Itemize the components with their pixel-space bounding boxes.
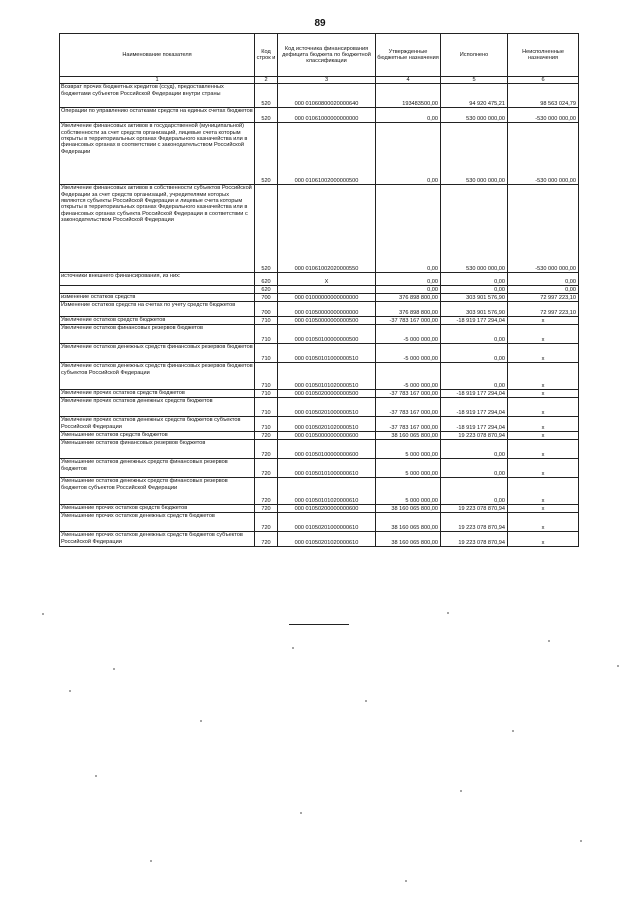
row-unexecuted-amount: 72 997 223,10 xyxy=(508,302,579,317)
row-approved-amount: -5 000 000,00 xyxy=(376,344,441,363)
row-source-code: 000 01050100000000500 xyxy=(278,325,376,344)
column-number: 4 xyxy=(376,77,441,84)
row-source-code: 000 01050201020000510 xyxy=(278,417,376,432)
row-line-code: 520 xyxy=(255,108,278,123)
row-indicator-name: Уменьшение остатков денежных средств финансовых резервов бюджетов xyxy=(60,459,255,478)
row-unexecuted-amount: -530 000 000,00 xyxy=(508,185,579,273)
row-approved-amount: 38 160 065 800,00 xyxy=(376,505,441,513)
row-unexecuted-amount: х xyxy=(508,532,579,547)
row-source-code: 000 01060800020000640 xyxy=(278,84,376,108)
row-indicator-name: Уменьшение остатков денежных средств финансовых резервов бюджетов субъектов Российской Федерации xyxy=(60,478,255,505)
row-source-code: 000 01050201020000610 xyxy=(278,532,376,547)
row-unexecuted-amount: х xyxy=(508,478,579,505)
table-row xyxy=(60,185,579,273)
table-row xyxy=(60,513,579,532)
row-executed-amount: -18 919 177 294,04 xyxy=(441,390,508,398)
row-indicator-name: Увеличение прочих остатков средств бюджетов xyxy=(60,390,255,398)
row-line-code: 720 xyxy=(255,440,278,459)
row-approved-amount: 5 000 000,00 xyxy=(376,440,441,459)
row-approved-amount: 38 160 065 800,00 xyxy=(376,513,441,532)
scan-speck xyxy=(617,665,619,667)
table-row xyxy=(60,505,579,513)
row-approved-amount: 0,00 xyxy=(376,123,441,185)
row-indicator-name: Увеличение остатков денежных средств финансовых резервов бюджетов субъектов Российской Федерации xyxy=(60,363,255,390)
row-line-code: 720 xyxy=(255,532,278,547)
row-source-code: 000 01050000000000000 xyxy=(278,302,376,317)
row-approved-amount: 0,00 xyxy=(376,108,441,123)
row-executed-amount: 530 000 000,00 xyxy=(441,185,508,273)
table-row xyxy=(60,398,579,417)
row-unexecuted-amount: х xyxy=(508,440,579,459)
row-unexecuted-amount: -530 000 000,00 xyxy=(508,123,579,185)
row-source-code: 000 01050201000000510 xyxy=(278,398,376,417)
row-approved-amount: 376 898 800,00 xyxy=(376,302,441,317)
row-unexecuted-amount: 0,00 xyxy=(508,273,579,286)
row-approved-amount: 0,00 xyxy=(376,185,441,273)
row-executed-amount: 0,00 xyxy=(441,286,508,294)
row-executed-amount: 19 223 078 870,94 xyxy=(441,532,508,547)
row-indicator-name: Уменьшение прочих остатков средств бюджетов xyxy=(60,505,255,513)
row-line-code: 720 xyxy=(255,432,278,440)
scan-speck xyxy=(405,880,407,882)
row-unexecuted-amount: х xyxy=(508,398,579,417)
header-line-code: Код строк и xyxy=(255,34,278,77)
row-unexecuted-amount: -530 000 000,00 xyxy=(508,108,579,123)
scan-speck xyxy=(580,840,582,842)
row-indicator-name: Увеличение прочих остатков денежных средств бюджетов субъектов Российской Федерации xyxy=(60,417,255,432)
row-line-code: 700 xyxy=(255,302,278,317)
column-number-row xyxy=(60,77,579,84)
row-indicator-name: Уменьшение прочих остатков денежных средств бюджетов субъектов Российской Федерации xyxy=(60,532,255,547)
page-number: 89 xyxy=(314,18,326,29)
row-source-code: 000 01050201000000610 xyxy=(278,513,376,532)
row-executed-amount: 303 901 576,90 xyxy=(441,294,508,302)
row-unexecuted-amount: 72 997 223,10 xyxy=(508,294,579,302)
column-number: 6 xyxy=(508,77,579,84)
row-indicator-name: Уменьшение остатков финансовых резервов бюджетов xyxy=(60,440,255,459)
row-source-code: 000 01061002000000500 xyxy=(278,123,376,185)
table-row xyxy=(60,390,579,398)
row-indicator-name: изменение остатков средств xyxy=(60,294,255,302)
scan-speck xyxy=(447,612,449,614)
row-executed-amount: 0,00 xyxy=(441,440,508,459)
row-executed-amount: 530 000 000,00 xyxy=(441,108,508,123)
row-approved-amount: 193483500,00 xyxy=(376,84,441,108)
row-indicator-name: Возврат прочих бюджетных кредитов (ссуд), предоставленных бюджетами субъектов Российской Федерации внутри страны xyxy=(60,84,255,108)
row-executed-amount: 0,00 xyxy=(441,325,508,344)
row-source-code: 000 01050100000000600 xyxy=(278,440,376,459)
financing-sources-table xyxy=(59,33,579,547)
row-executed-amount: 0,00 xyxy=(441,478,508,505)
column-number: 1 xyxy=(60,77,255,84)
row-approved-amount: -37 783 167 000,00 xyxy=(376,417,441,432)
column-number: 5 xyxy=(441,77,508,84)
row-approved-amount: 376 898 800,00 xyxy=(376,294,441,302)
row-approved-amount: -5 000 000,00 xyxy=(376,325,441,344)
row-indicator-name: Операции по управлению остатками средств на единых счетах бюджетов xyxy=(60,108,255,123)
table-row xyxy=(60,108,579,123)
row-source-code: 000 01000000000000000 xyxy=(278,294,376,302)
row-indicator-name xyxy=(60,286,255,294)
row-indicator-name: Увеличение остатков средств бюджетов xyxy=(60,317,255,325)
row-unexecuted-amount: 0,00 xyxy=(508,286,579,294)
table-row xyxy=(60,273,579,286)
row-executed-amount: 530 000 000,00 xyxy=(441,123,508,185)
row-executed-amount: 0,00 xyxy=(441,459,508,478)
row-approved-amount: 0,00 xyxy=(376,273,441,286)
row-unexecuted-amount: 98 563 024,79 xyxy=(508,84,579,108)
row-approved-amount: -37 783 167 000,00 xyxy=(376,317,441,325)
row-source-code: 000 01050200000000500 xyxy=(278,390,376,398)
row-line-code: 520 xyxy=(255,123,278,185)
header-executed: Исполнено xyxy=(441,34,508,77)
scan-speck xyxy=(300,812,302,814)
row-line-code: 620 xyxy=(255,286,278,294)
row-unexecuted-amount: х xyxy=(508,363,579,390)
table-row xyxy=(60,459,579,478)
header-source-code: Код источника финансирования дефицита бюджета по бюджетной классификации xyxy=(278,34,376,77)
column-number: 2 xyxy=(255,77,278,84)
table-row xyxy=(60,363,579,390)
row-executed-amount: 0,00 xyxy=(441,363,508,390)
table-row xyxy=(60,478,579,505)
table-row xyxy=(60,286,579,294)
row-unexecuted-amount: х xyxy=(508,513,579,532)
row-source-code: 000 01050101000000610 xyxy=(278,459,376,478)
row-approved-amount: 38 160 065 800,00 xyxy=(376,532,441,547)
row-indicator-name: Уменьшение прочих остатков денежных средств бюджетов xyxy=(60,513,255,532)
row-indicator-name: Увеличение остатков финансовых резервов бюджетов xyxy=(60,325,255,344)
column-number: 3 xyxy=(278,77,376,84)
row-executed-amount: 303 901 576,90 xyxy=(441,302,508,317)
row-executed-amount: -18 919 177 294,04 xyxy=(441,317,508,325)
scan-speck xyxy=(113,668,115,670)
row-approved-amount: 5 000 000,00 xyxy=(376,459,441,478)
row-line-code: 720 xyxy=(255,505,278,513)
row-line-code: 700 xyxy=(255,294,278,302)
scan-speck xyxy=(200,720,202,722)
table-body xyxy=(60,84,579,547)
row-line-code: 520 xyxy=(255,84,278,108)
row-executed-amount: 94 920 475,21 xyxy=(441,84,508,108)
row-indicator-name: источники внешнего финансирования, из них: xyxy=(60,273,255,286)
table-row xyxy=(60,317,579,325)
row-source-code: 000 01061000000000000 xyxy=(278,108,376,123)
row-indicator-name: Увеличение финансовых активов в собственности субъектов Российской Федерации за счет средств организаций, учредителями которых являются субъекты Российской Федерации и лицевые счета которым открыты в территориальных органах Федерального казначейства или в финансовых органах субъекта Российской Федерации в соответствии с законодательством Российской Федерации xyxy=(60,185,255,273)
row-line-code: 720 xyxy=(255,513,278,532)
table-row xyxy=(60,432,579,440)
table-row xyxy=(60,440,579,459)
row-executed-amount: 19 223 078 870,94 xyxy=(441,505,508,513)
row-indicator-name: Уменьшение остатков средств бюджетов xyxy=(60,432,255,440)
row-source-code: Х xyxy=(278,273,376,286)
row-executed-amount: 0,00 xyxy=(441,273,508,286)
header-unexecuted: Неисполненные назначения xyxy=(508,34,579,77)
row-unexecuted-amount: х xyxy=(508,325,579,344)
row-unexecuted-amount: х xyxy=(508,505,579,513)
row-executed-amount: 0,00 xyxy=(441,344,508,363)
row-line-code: 710 xyxy=(255,344,278,363)
row-line-code: 710 xyxy=(255,398,278,417)
row-line-code: 720 xyxy=(255,478,278,505)
header-indicator-name: Наименование показателя xyxy=(60,34,255,77)
row-unexecuted-amount: х xyxy=(508,344,579,363)
table-row xyxy=(60,417,579,432)
table-row xyxy=(60,302,579,317)
row-source-code: 000 01050101020000510 xyxy=(278,363,376,390)
row-line-code: 710 xyxy=(255,325,278,344)
table-row xyxy=(60,344,579,363)
scan-speck xyxy=(42,613,44,615)
row-source-code xyxy=(278,286,376,294)
row-unexecuted-amount: х xyxy=(508,390,579,398)
row-line-code: 710 xyxy=(255,317,278,325)
row-line-code: 620 xyxy=(255,273,278,286)
row-source-code: 000 01050200000000600 xyxy=(278,505,376,513)
row-approved-amount: -37 783 167 000,00 xyxy=(376,398,441,417)
row-unexecuted-amount: х xyxy=(508,432,579,440)
row-indicator-name: Увеличение финансовых активов в государственной (муниципальной) собственности за счет средств организаций, лицевые счета которым открыты в территориальных органах Федерального казначейства или в финансовых органах в соответствии с законодательством Российской Федерации xyxy=(60,123,255,185)
table-row xyxy=(60,532,579,547)
row-line-code: 520 xyxy=(255,185,278,273)
end-of-section-divider xyxy=(289,624,349,625)
row-approved-amount: 0,00 xyxy=(376,286,441,294)
row-unexecuted-amount: х xyxy=(508,459,579,478)
row-executed-amount: -18 919 177 294,04 xyxy=(441,417,508,432)
row-line-code: 720 xyxy=(255,459,278,478)
row-approved-amount: -37 783 167 000,00 xyxy=(376,390,441,398)
row-approved-amount: -5 000 000,00 xyxy=(376,363,441,390)
row-approved-amount: 5 000 000,00 xyxy=(376,478,441,505)
scan-speck xyxy=(460,790,462,792)
row-indicator-name: Увеличение прочих остатков денежных средств бюджетов xyxy=(60,398,255,417)
scan-speck xyxy=(95,775,97,777)
scan-speck xyxy=(69,690,71,692)
scan-speck xyxy=(548,640,550,642)
row-executed-amount: 19 223 078 870,94 xyxy=(441,432,508,440)
table-row xyxy=(60,325,579,344)
row-unexecuted-amount: х xyxy=(508,317,579,325)
row-indicator-name: Увеличение остатков денежных средств финансовых резервов бюджетов xyxy=(60,344,255,363)
row-executed-amount: -18 919 177 294,04 xyxy=(441,398,508,417)
row-unexecuted-amount: х xyxy=(508,417,579,432)
row-indicator-name: Изменение остатков средств на счетах по учету средств бюджетов xyxy=(60,302,255,317)
row-line-code: 710 xyxy=(255,417,278,432)
row-line-code: 710 xyxy=(255,390,278,398)
row-source-code: 000 01050000000000600 xyxy=(278,432,376,440)
header-row xyxy=(60,34,579,77)
row-source-code: 000 01050000000000500 xyxy=(278,317,376,325)
row-line-code: 710 xyxy=(255,363,278,390)
row-source-code: 000 01061002020000550 xyxy=(278,185,376,273)
row-source-code: 000 01050101000000510 xyxy=(278,344,376,363)
table-row xyxy=(60,84,579,108)
row-approved-amount: 38 160 065 800,00 xyxy=(376,432,441,440)
table-row xyxy=(60,294,579,302)
scan-speck xyxy=(150,860,152,862)
table-row xyxy=(60,123,579,185)
scan-speck xyxy=(365,700,367,702)
header-approved: Утвержденные бюджетные назначения xyxy=(376,34,441,77)
row-executed-amount: 19 223 078 870,94 xyxy=(441,513,508,532)
scan-speck xyxy=(512,730,514,732)
row-source-code: 000 01050101020000610 xyxy=(278,478,376,505)
scan-speck xyxy=(292,647,294,649)
